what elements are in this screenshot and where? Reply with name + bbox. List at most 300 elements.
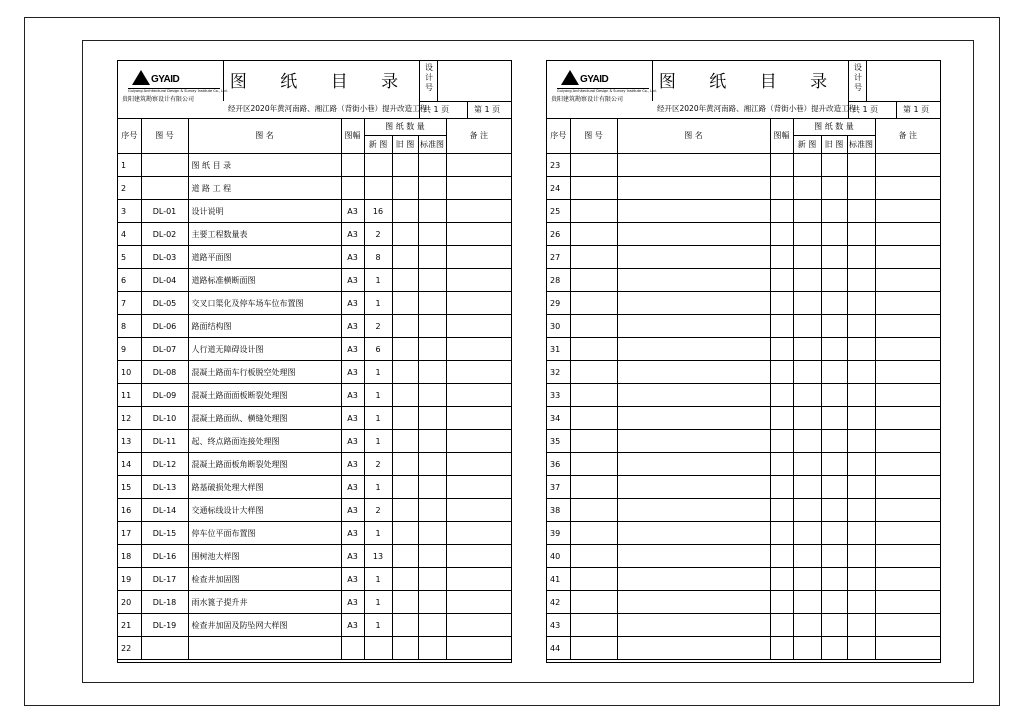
drawing-name — [617, 614, 770, 637]
drawing-size — [770, 499, 793, 522]
row-index: 9 — [118, 338, 141, 361]
standard-count — [418, 315, 446, 338]
standard-count — [847, 614, 875, 637]
drawing-size: A3 — [341, 361, 364, 384]
row-index: 12 — [118, 407, 141, 430]
new-count: 6 — [364, 338, 392, 361]
row-index: 35 — [547, 430, 570, 453]
old-count — [392, 361, 418, 384]
drawing-name — [617, 246, 770, 269]
table-row — [118, 614, 511, 637]
drawing-number: DL-03 — [141, 246, 188, 269]
drawing-size — [770, 292, 793, 315]
old-count — [392, 246, 418, 269]
drawing-number — [570, 545, 617, 568]
row-index: 18 — [118, 545, 141, 568]
row-index: 37 — [547, 476, 570, 499]
new-count: 1 — [364, 522, 392, 545]
drawing-name: 道路标准横断面图 — [188, 269, 341, 292]
table-row — [118, 154, 511, 177]
drawing-number: DL-05 — [141, 292, 188, 315]
table-row — [118, 177, 511, 200]
col-name: 图 名 — [617, 118, 770, 154]
table-row — [118, 384, 511, 407]
remarks — [446, 177, 511, 200]
col-standard: 标准图 — [847, 136, 875, 154]
drawing-name — [617, 384, 770, 407]
table-row — [547, 476, 940, 499]
row-index: 30 — [547, 315, 570, 338]
drawing-number: DL-10 — [141, 407, 188, 430]
drawing-name — [617, 407, 770, 430]
drawing-name — [617, 476, 770, 499]
drawing-size — [770, 568, 793, 591]
remarks — [446, 545, 511, 568]
old-count — [821, 430, 847, 453]
drawing-number: DL-16 — [141, 545, 188, 568]
remarks — [446, 522, 511, 545]
company-name: 贵阳建筑勘察设计有限公司 — [122, 96, 195, 103]
remarks — [875, 407, 940, 430]
table-row — [547, 177, 940, 200]
row-index: 2 — [118, 177, 141, 200]
new-count: 8 — [364, 246, 392, 269]
remarks — [446, 292, 511, 315]
drawing-size: A3 — [341, 522, 364, 545]
new-count — [793, 637, 821, 660]
old-count — [392, 384, 418, 407]
old-count — [392, 430, 418, 453]
col-name: 图 名 — [188, 118, 341, 154]
drawing-number — [570, 338, 617, 361]
new-count: 1 — [364, 269, 392, 292]
new-count — [364, 637, 392, 660]
drawing-size — [341, 177, 364, 200]
table-row — [118, 361, 511, 384]
drawing-number — [570, 453, 617, 476]
drawing-number — [570, 384, 617, 407]
drawing-name: 路面结构图 — [188, 315, 341, 338]
drawing-name: 混凝土路面面板断裂处理图 — [188, 384, 341, 407]
row-index: 36 — [547, 453, 570, 476]
standard-count — [418, 246, 446, 269]
table-row — [547, 292, 940, 315]
remarks — [446, 476, 511, 499]
drawing-name — [617, 568, 770, 591]
new-count — [793, 292, 821, 315]
new-count: 1 — [364, 361, 392, 384]
row-index: 24 — [547, 177, 570, 200]
old-count — [821, 269, 847, 292]
old-count — [821, 223, 847, 246]
new-count — [793, 384, 821, 407]
remarks — [875, 223, 940, 246]
new-count — [793, 407, 821, 430]
row-index: 5 — [118, 246, 141, 269]
table-row — [118, 568, 511, 591]
old-count — [392, 154, 418, 177]
old-count — [392, 499, 418, 522]
old-count — [821, 522, 847, 545]
remarks — [875, 200, 940, 223]
drawing-size — [770, 200, 793, 223]
row-index: 28 — [547, 269, 570, 292]
table-row — [118, 292, 511, 315]
row-index: 6 — [118, 269, 141, 292]
standard-count — [847, 384, 875, 407]
drawing-number: DL-04 — [141, 269, 188, 292]
drawing-number — [570, 154, 617, 177]
company-logo — [118, 61, 228, 103]
table-row — [547, 246, 940, 269]
new-count — [364, 154, 392, 177]
standard-count — [418, 200, 446, 223]
old-count — [821, 637, 847, 660]
total-pages: 共 1 页 — [423, 105, 450, 114]
old-count — [392, 453, 418, 476]
old-count — [821, 407, 847, 430]
table-row — [118, 499, 511, 522]
drawing-number — [570, 269, 617, 292]
total-pages: 共 1 页 — [852, 105, 879, 114]
remarks — [875, 154, 940, 177]
row-index: 29 — [547, 292, 570, 315]
table-row — [547, 338, 940, 361]
remarks — [446, 246, 511, 269]
drawing-name: 混凝土路面纵、横缝处理图 — [188, 407, 341, 430]
drawing-number — [570, 223, 617, 246]
standard-count — [418, 269, 446, 292]
drawing-name: 图 纸 目 录 — [188, 154, 341, 177]
old-count — [821, 315, 847, 338]
drawing-number — [570, 637, 617, 660]
remarks — [875, 476, 940, 499]
drawing-size: A3 — [341, 407, 364, 430]
drawing-name: 交通标线设计大样图 — [188, 499, 341, 522]
remarks — [875, 568, 940, 591]
remarks — [446, 407, 511, 430]
standard-count — [847, 476, 875, 499]
standard-count — [418, 476, 446, 499]
drawing-name: 检查井加固及防坠网大样图 — [188, 614, 341, 637]
sheet-header — [547, 61, 940, 119]
standard-count — [847, 200, 875, 223]
table-row — [118, 522, 511, 545]
new-count: 1 — [364, 384, 392, 407]
new-count — [793, 499, 821, 522]
standard-count — [418, 338, 446, 361]
drawing-name — [617, 430, 770, 453]
logo-triangle-icon — [132, 70, 150, 85]
title-box — [652, 61, 849, 101]
drawing-number — [570, 361, 617, 384]
drawing-number — [570, 499, 617, 522]
drawing-number: DL-11 — [141, 430, 188, 453]
drawing-name: 检查井加固图 — [188, 568, 341, 591]
logo-brand: GYAID — [580, 74, 609, 85]
row-index: 25 — [547, 200, 570, 223]
old-count — [392, 568, 418, 591]
drawing-number: DL-09 — [141, 384, 188, 407]
standard-count — [847, 522, 875, 545]
drawing-number — [570, 246, 617, 269]
drawing-name — [617, 315, 770, 338]
standard-count — [847, 499, 875, 522]
remarks — [875, 177, 940, 200]
drawing-number — [570, 315, 617, 338]
drawing-size: A3 — [341, 223, 364, 246]
table-row — [547, 637, 940, 660]
old-count — [821, 568, 847, 591]
drawing-size: A3 — [341, 614, 364, 637]
standard-count — [847, 246, 875, 269]
drawing-size — [770, 338, 793, 361]
drawing-name — [617, 499, 770, 522]
standard-count — [418, 637, 446, 660]
table-row — [118, 430, 511, 453]
table-row — [118, 246, 511, 269]
drawing-size — [770, 223, 793, 246]
old-count — [392, 200, 418, 223]
drawing-name: 混凝土路面车行板脱空处理图 — [188, 361, 341, 384]
standard-count — [847, 154, 875, 177]
drawing-number — [141, 154, 188, 177]
drawing-size — [770, 476, 793, 499]
drawing-number: DL-12 — [141, 453, 188, 476]
drawing-number — [570, 522, 617, 545]
table-row — [547, 499, 940, 522]
drawing-name — [617, 545, 770, 568]
remarks — [875, 361, 940, 384]
new-count: 13 — [364, 545, 392, 568]
col-number: 图 号 — [570, 118, 617, 154]
col-size: 图幅 — [770, 118, 793, 154]
remarks — [446, 269, 511, 292]
remarks — [875, 384, 940, 407]
remarks — [446, 223, 511, 246]
new-count: 1 — [364, 292, 392, 315]
old-count — [821, 361, 847, 384]
new-count — [364, 177, 392, 200]
col-qty-group: 图 纸 数 量 — [364, 118, 446, 136]
col-new: 新 图 — [793, 136, 821, 154]
new-count — [793, 568, 821, 591]
new-count: 1 — [364, 614, 392, 637]
table-row — [118, 407, 511, 430]
old-count — [821, 177, 847, 200]
drawing-name: 主要工程数量表 — [188, 223, 341, 246]
new-count: 2 — [364, 499, 392, 522]
drawing-size — [770, 614, 793, 637]
new-count — [793, 430, 821, 453]
standard-count — [418, 545, 446, 568]
table-row — [547, 591, 940, 614]
old-count — [821, 545, 847, 568]
new-count: 1 — [364, 407, 392, 430]
new-count — [793, 361, 821, 384]
row-index: 32 — [547, 361, 570, 384]
standard-count — [418, 568, 446, 591]
drawing-name — [617, 154, 770, 177]
table-row — [118, 545, 511, 568]
col-standard: 标准图 — [418, 136, 446, 154]
row-index: 13 — [118, 430, 141, 453]
table-row — [118, 315, 511, 338]
table-row — [547, 407, 940, 430]
drawing-number — [570, 476, 617, 499]
col-remarks: 备 注 — [446, 118, 511, 154]
new-count — [793, 177, 821, 200]
drawing-name — [617, 453, 770, 476]
row-index: 1 — [118, 154, 141, 177]
drawing-number: DL-15 — [141, 522, 188, 545]
drawing-number: DL-08 — [141, 361, 188, 384]
row-index: 16 — [118, 499, 141, 522]
remarks — [446, 154, 511, 177]
remarks — [875, 545, 940, 568]
standard-count — [847, 361, 875, 384]
old-count — [392, 223, 418, 246]
drawing-size — [770, 591, 793, 614]
drawing-name: 混凝土路面板角断裂处理图 — [188, 453, 341, 476]
row-index: 27 — [547, 246, 570, 269]
drawing-size — [770, 522, 793, 545]
sheet-title: 图 纸 目 录 — [229, 72, 413, 92]
old-count — [821, 476, 847, 499]
title-box — [223, 61, 420, 101]
table-row — [547, 568, 940, 591]
row-index: 21 — [118, 614, 141, 637]
new-count — [793, 223, 821, 246]
remarks — [875, 292, 940, 315]
standard-count — [418, 453, 446, 476]
remarks — [875, 315, 940, 338]
standard-count — [418, 591, 446, 614]
old-count — [821, 499, 847, 522]
drawing-size: A3 — [341, 292, 364, 315]
table-row — [547, 269, 940, 292]
standard-count — [847, 453, 875, 476]
drawing-size — [770, 269, 793, 292]
drawing-size — [341, 154, 364, 177]
new-count — [793, 476, 821, 499]
project-name: 经开区2020年黄河南路、湘江路（背街小巷）提升改造工程 — [657, 104, 857, 113]
row-index: 14 — [118, 453, 141, 476]
drawing-name: 起、终点路面连接处理图 — [188, 430, 341, 453]
col-old: 旧 图 — [392, 136, 418, 154]
design-number-label: 设计号 — [425, 63, 433, 92]
new-count — [793, 545, 821, 568]
row-index: 38 — [547, 499, 570, 522]
standard-count — [847, 545, 875, 568]
drawing-size — [341, 637, 364, 660]
row-index: 10 — [118, 361, 141, 384]
remarks — [446, 614, 511, 637]
new-count — [793, 246, 821, 269]
row-index: 4 — [118, 223, 141, 246]
company-name: 贵阳建筑勘察设计有限公司 — [551, 96, 624, 103]
new-count — [793, 453, 821, 476]
row-index: 41 — [547, 568, 570, 591]
logo-brand: GYAID — [151, 74, 180, 85]
standard-count — [847, 315, 875, 338]
remarks — [446, 384, 511, 407]
row-index: 39 — [547, 522, 570, 545]
drawing-name — [617, 522, 770, 545]
drawing-name: 道路平面图 — [188, 246, 341, 269]
drawing-size — [770, 384, 793, 407]
drawing-number — [141, 637, 188, 660]
drawing-name — [617, 292, 770, 315]
drawing-name: 雨水篦子提升井 — [188, 591, 341, 614]
old-count — [821, 614, 847, 637]
table-row — [547, 223, 940, 246]
drawing-name: 设计说明 — [188, 200, 341, 223]
col-old: 旧 图 — [821, 136, 847, 154]
drawing-number: DL-02 — [141, 223, 188, 246]
remarks — [875, 430, 940, 453]
old-count — [392, 269, 418, 292]
table-row — [547, 200, 940, 223]
drawing-name: 围树池大样图 — [188, 545, 341, 568]
old-count — [392, 545, 418, 568]
table-row — [547, 315, 940, 338]
row-index: 19 — [118, 568, 141, 591]
new-count: 2 — [364, 453, 392, 476]
table-row — [547, 154, 940, 177]
drawing-size: A3 — [341, 315, 364, 338]
standard-count — [847, 637, 875, 660]
table-row — [118, 591, 511, 614]
new-count: 1 — [364, 476, 392, 499]
drawing-name — [617, 200, 770, 223]
drawing-name — [617, 269, 770, 292]
drawing-name — [617, 591, 770, 614]
drawing-name — [617, 637, 770, 660]
logo-tagline: Guiyang Architectural Design & Survey Institute Co., Ltd. — [128, 89, 228, 93]
old-count — [392, 292, 418, 315]
standard-count — [847, 568, 875, 591]
drawing-number: DL-01 — [141, 200, 188, 223]
drawing-name — [617, 223, 770, 246]
new-count: 1 — [364, 568, 392, 591]
drawing-size — [770, 154, 793, 177]
row-index: 23 — [547, 154, 570, 177]
old-count — [821, 591, 847, 614]
standard-count — [418, 522, 446, 545]
remarks — [875, 246, 940, 269]
row-index: 33 — [547, 384, 570, 407]
table-row — [118, 223, 511, 246]
remarks — [875, 637, 940, 660]
old-count — [821, 246, 847, 269]
standard-count — [418, 430, 446, 453]
page-number: 第 1 页 — [903, 105, 930, 114]
col-number: 图 号 — [141, 118, 188, 154]
old-count — [392, 591, 418, 614]
project-name: 经开区2020年黄河南路、湘江路（背街小巷）提升改造工程 — [228, 104, 428, 113]
company-logo — [547, 61, 657, 103]
drawing-size — [770, 430, 793, 453]
drawing-number: DL-14 — [141, 499, 188, 522]
remarks — [875, 453, 940, 476]
logo-tagline: Guiyang Architectural Design & Survey Institute Co., Ltd. — [557, 89, 657, 93]
drawing-size — [770, 545, 793, 568]
row-index: 8 — [118, 315, 141, 338]
old-count — [392, 338, 418, 361]
old-count — [392, 407, 418, 430]
standard-count — [847, 269, 875, 292]
